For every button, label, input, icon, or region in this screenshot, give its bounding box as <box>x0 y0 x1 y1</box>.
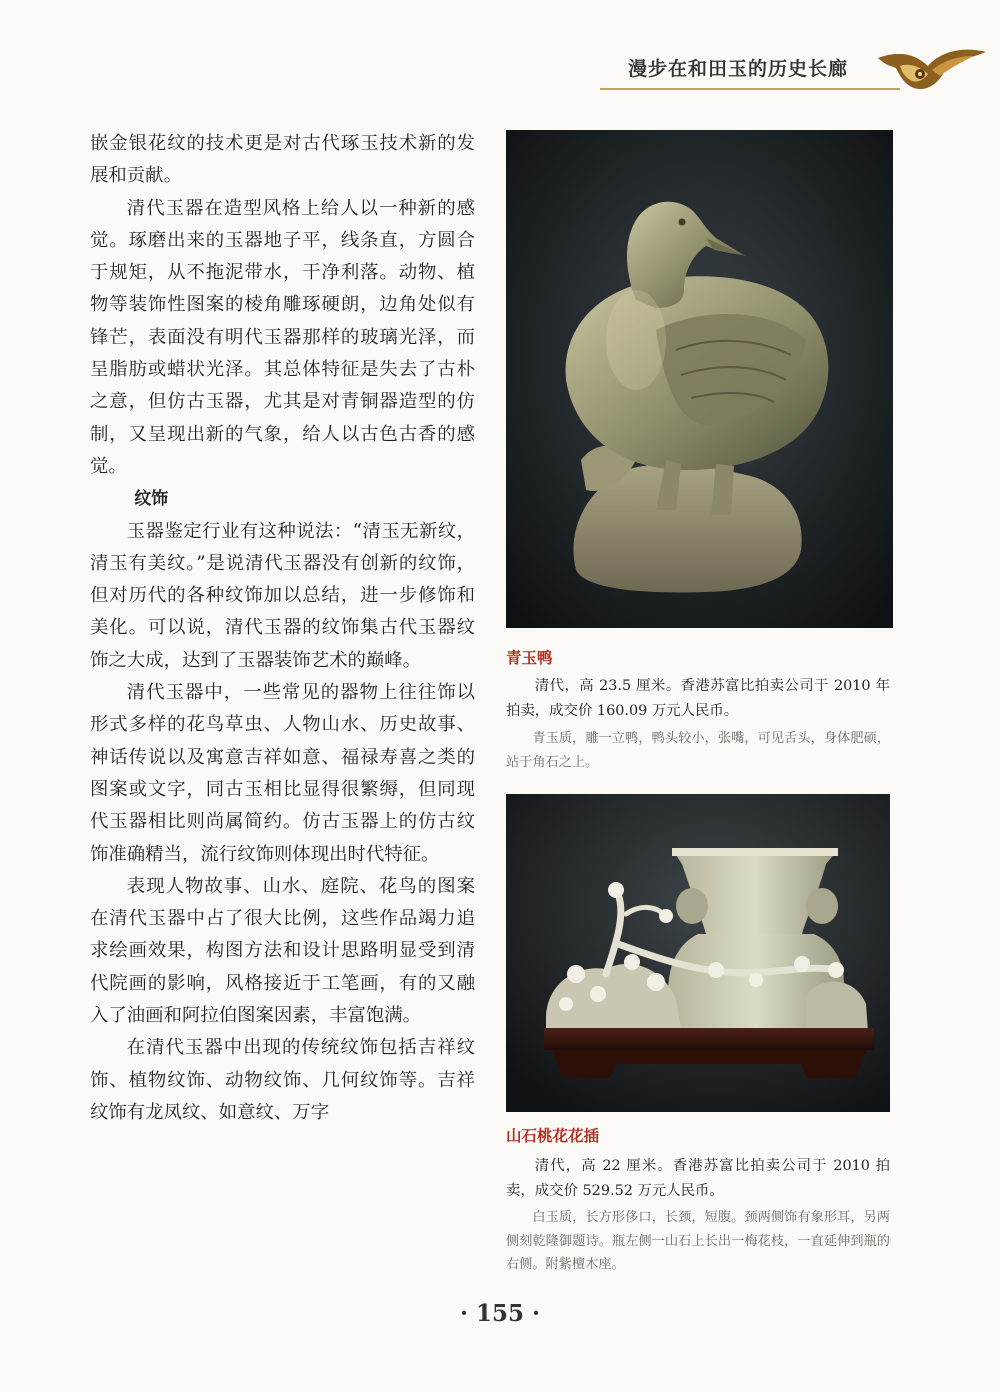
body-text-column <box>90 128 475 1129</box>
running-header <box>600 40 1000 110</box>
body-paragraph: 在清代玉器中出现的传统纹饰包括吉祥纹饰、植物纹饰、动物纹饰、几何纹饰等。吉祥纹饰有龙凤纹、如意纹、万字 <box>90 1037 475 1123</box>
running-header-title: 漫步在和田玉的历史长廊 <box>628 58 849 80</box>
body-paragraph: 嵌金银花纹的技术更是对古代琢玉技术新的发展和贡献。 <box>90 133 475 187</box>
header-rule <box>600 88 900 90</box>
jade-duck-photo <box>506 130 893 628</box>
page-number: · 155 · <box>459 1300 541 1327</box>
figure-description: 青玉质，雕一立鸭，鸭头较小，张嘴，可见舌头，身体肥硕，站于角石之上。 <box>506 731 890 770</box>
body-paragraph: 清代玉器在造型风格上给人以一种新的感觉。琢磨出来的玉器地子平，线条直，方圆合于规矩，从不拖泥带水，干净利落。动物、植物等装饰性图案的棱角雕琢硬朗，边角处似有锋芒，表面没有明代玉器那样的玻璃光泽，而呈脂肪或蜡状光泽。其总体特征是失去了古朴之意，但仿古玉器，尤其是对青铜器造型的仿制，又呈现出新的气象，给人以古色古香的感觉。 <box>90 197 475 477</box>
figure-title: 山石桃花花插 <box>506 1127 600 1145</box>
body-paragraph: 表现人物故事、山水、庭院、花鸟的图案在清代玉器中占了很大比例，这些作品竭力追求绘画效果，构图方法和设计思路明显受到清代院画的影响，风格接近于工笔画，有的又融入了油画和阿拉伯图案因素，丰富饱满。 <box>90 875 475 1027</box>
figure-title: 青玉鸭 <box>506 649 553 667</box>
ornament-icon <box>870 40 990 102</box>
figure-caption: 清代，高 23.5 厘米。香港苏富比拍卖公司于 2010 年拍卖，成交价 160.09 万元人民币。 <box>506 678 890 719</box>
section-subheading: 纹饰 <box>134 489 169 510</box>
body-paragraph: 玉器鉴定行业有这种说法：“清玉无新纹，清玉有美纹。”是说清代玉器没有创新的纹饰，但对历代的各种纹饰加以总结，进一步修饰和美化。可以说，清代玉器的纹饰集古代玉器纹饰之大成，达到了玉器装饰艺术的巅峰。 <box>90 520 475 671</box>
figure-description: 白玉质，长方形侈口，长颈，短腹。颈两侧饰有象形耳，另两侧刻乾隆御题诗。瓶左侧一山石上长出一梅花枝，一直延伸到瓶的右侧。附紫檀木座。 <box>506 1210 890 1272</box>
jade-vase-photo <box>506 794 890 1112</box>
body-paragraph: 清代玉器中，一些常见的器物上往往饰以形式多样的花鸟草虫、人物山水、历史故事、神话传说以及寓意吉祥如意、福禄寿喜之类的图案或文字，同古玉相比显得很繁缛，但同现代玉器相比则尚属简约。仿古玉器上的仿古纹饰准确精当，流行纹饰则体现出时代特征。 <box>90 682 475 865</box>
figure-caption: 清代，高 22 厘米。香港苏富比拍卖公司于 2010 拍卖，成交价 529.52 万元人民币。 <box>506 1158 890 1199</box>
